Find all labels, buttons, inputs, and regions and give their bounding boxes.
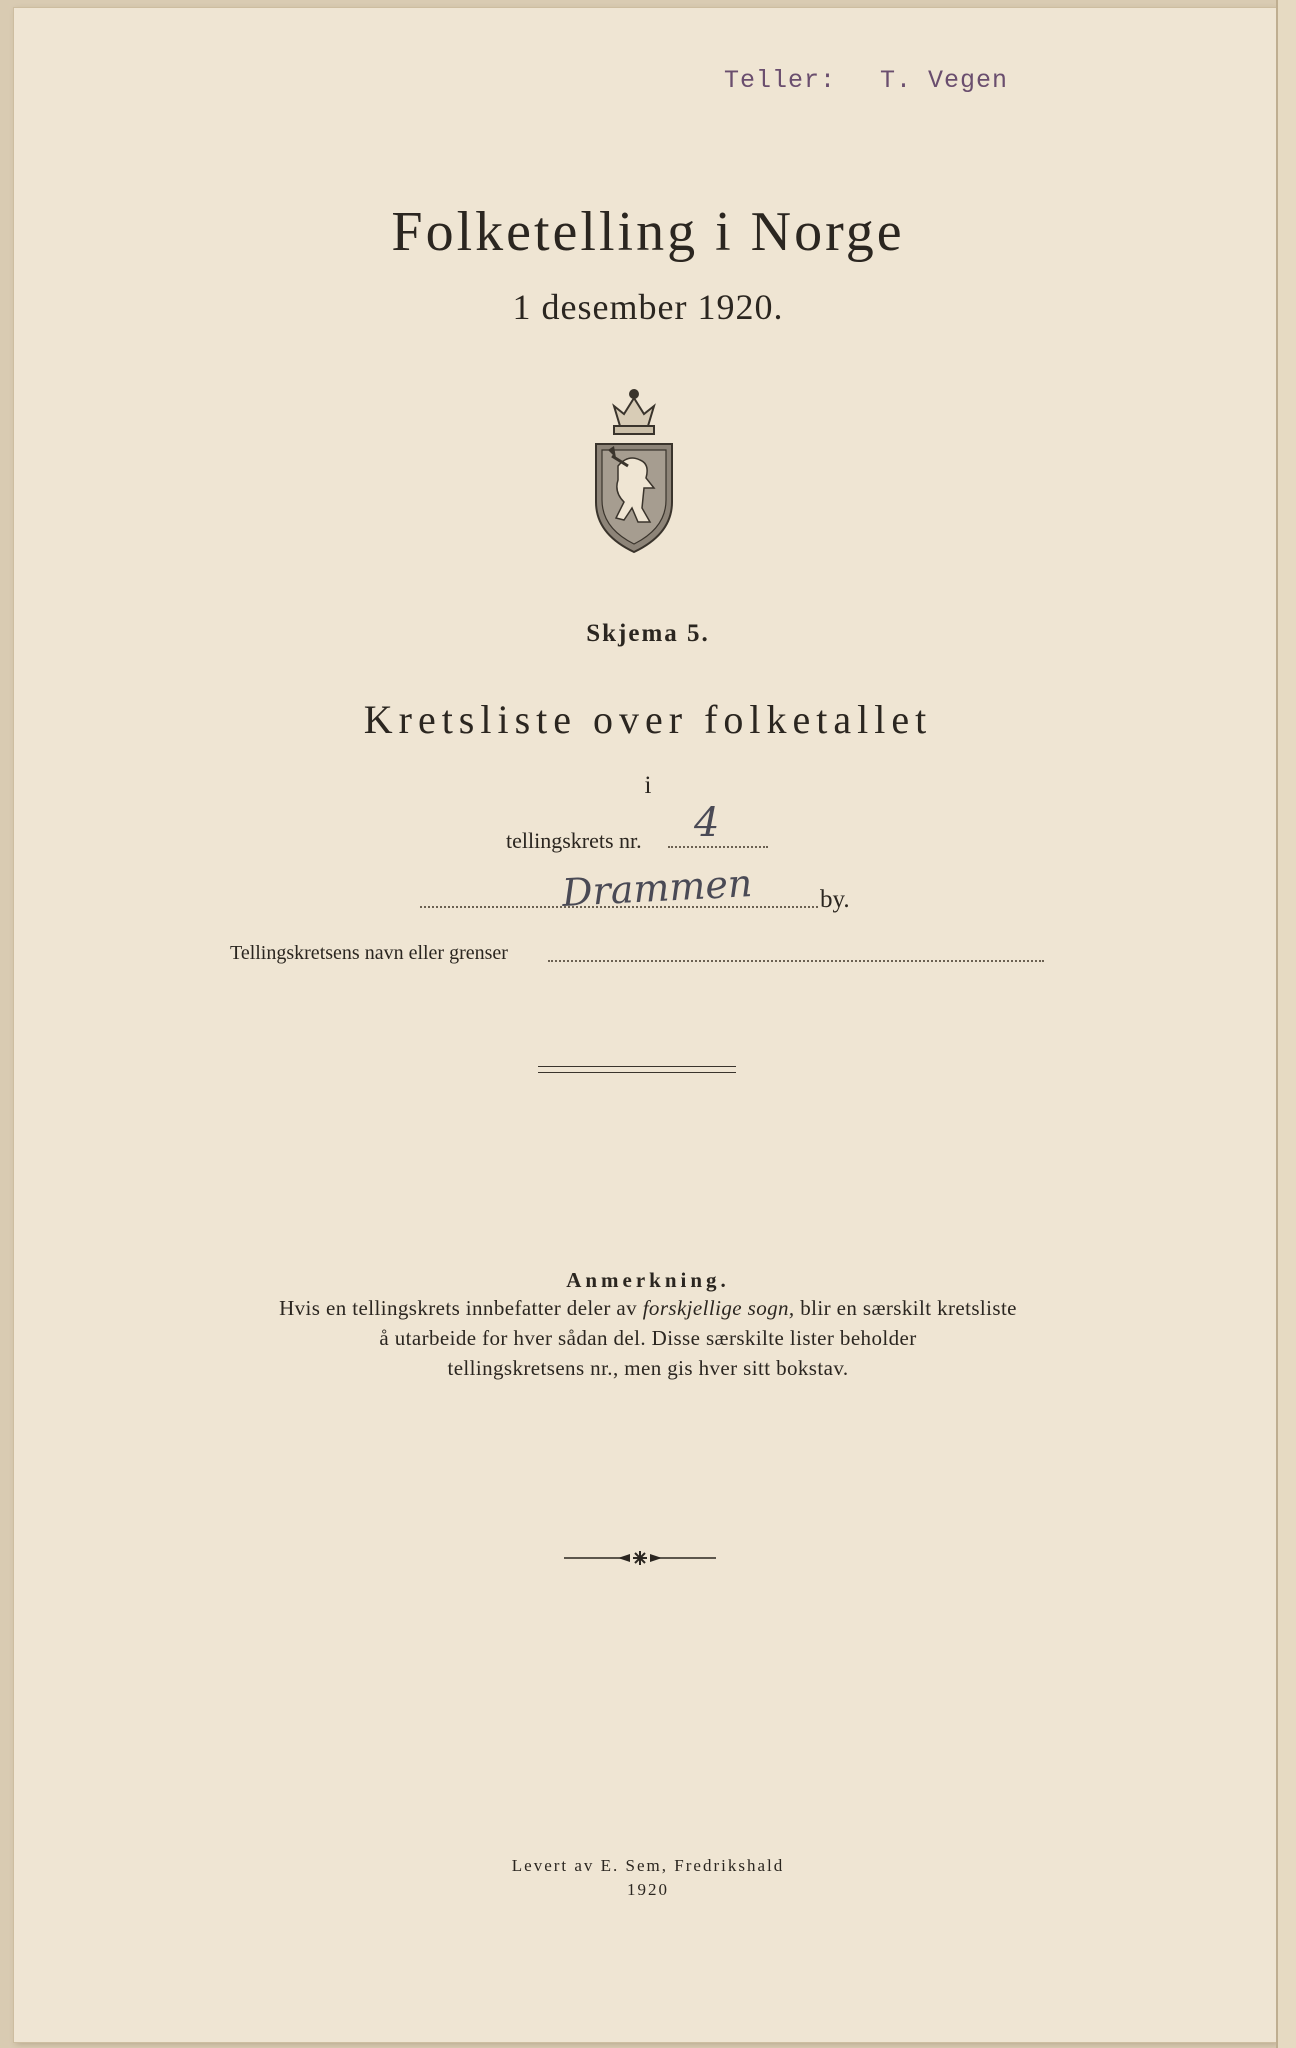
district-names-line	[548, 960, 1044, 962]
town-name: Drammen	[560, 861, 754, 915]
preposition-i: i	[644, 772, 652, 799]
schema-number: Skjema 5.	[586, 620, 710, 647]
note-line-2: å utarbeide for hver sådan del. Disse særskilte lister beholder	[379, 1326, 917, 1350]
norwegian-coat-of-arms-icon	[584, 384, 684, 554]
printer-year: 1920	[627, 1880, 669, 1899]
district-number-line	[668, 846, 768, 848]
note-line-3: tellingskretsens nr., men gis hver sitt bokstav.	[447, 1356, 849, 1380]
teller-label: Teller:	[724, 66, 837, 95]
form-heading: Kretsliste over folketallet	[363, 697, 933, 742]
district-number: 4	[694, 800, 720, 846]
ornament-divider	[564, 1548, 716, 1568]
town-suffix: by.	[820, 886, 850, 913]
note-line-1: Hvis en tellingskrets innbefatter deler av forskjellige sogn, blir en særskilt kretsliste	[279, 1296, 1017, 1320]
printer-credit: Levert av E. Sem, Fredrikshald	[511, 1856, 785, 1875]
district-label: tellingskrets nr.	[506, 828, 642, 853]
teller-stamp	[724, 66, 1052, 95]
district-names-label: Tellingskretsens navn eller grenser	[230, 942, 508, 964]
teller-name: T. Vegen	[880, 66, 1009, 95]
document-title: Folketelling i Norge	[391, 201, 905, 263]
census-date: 1 desember 1920.	[512, 287, 784, 327]
divider-rule	[538, 1066, 736, 1073]
note-heading: Anmerkning.	[566, 1268, 730, 1292]
